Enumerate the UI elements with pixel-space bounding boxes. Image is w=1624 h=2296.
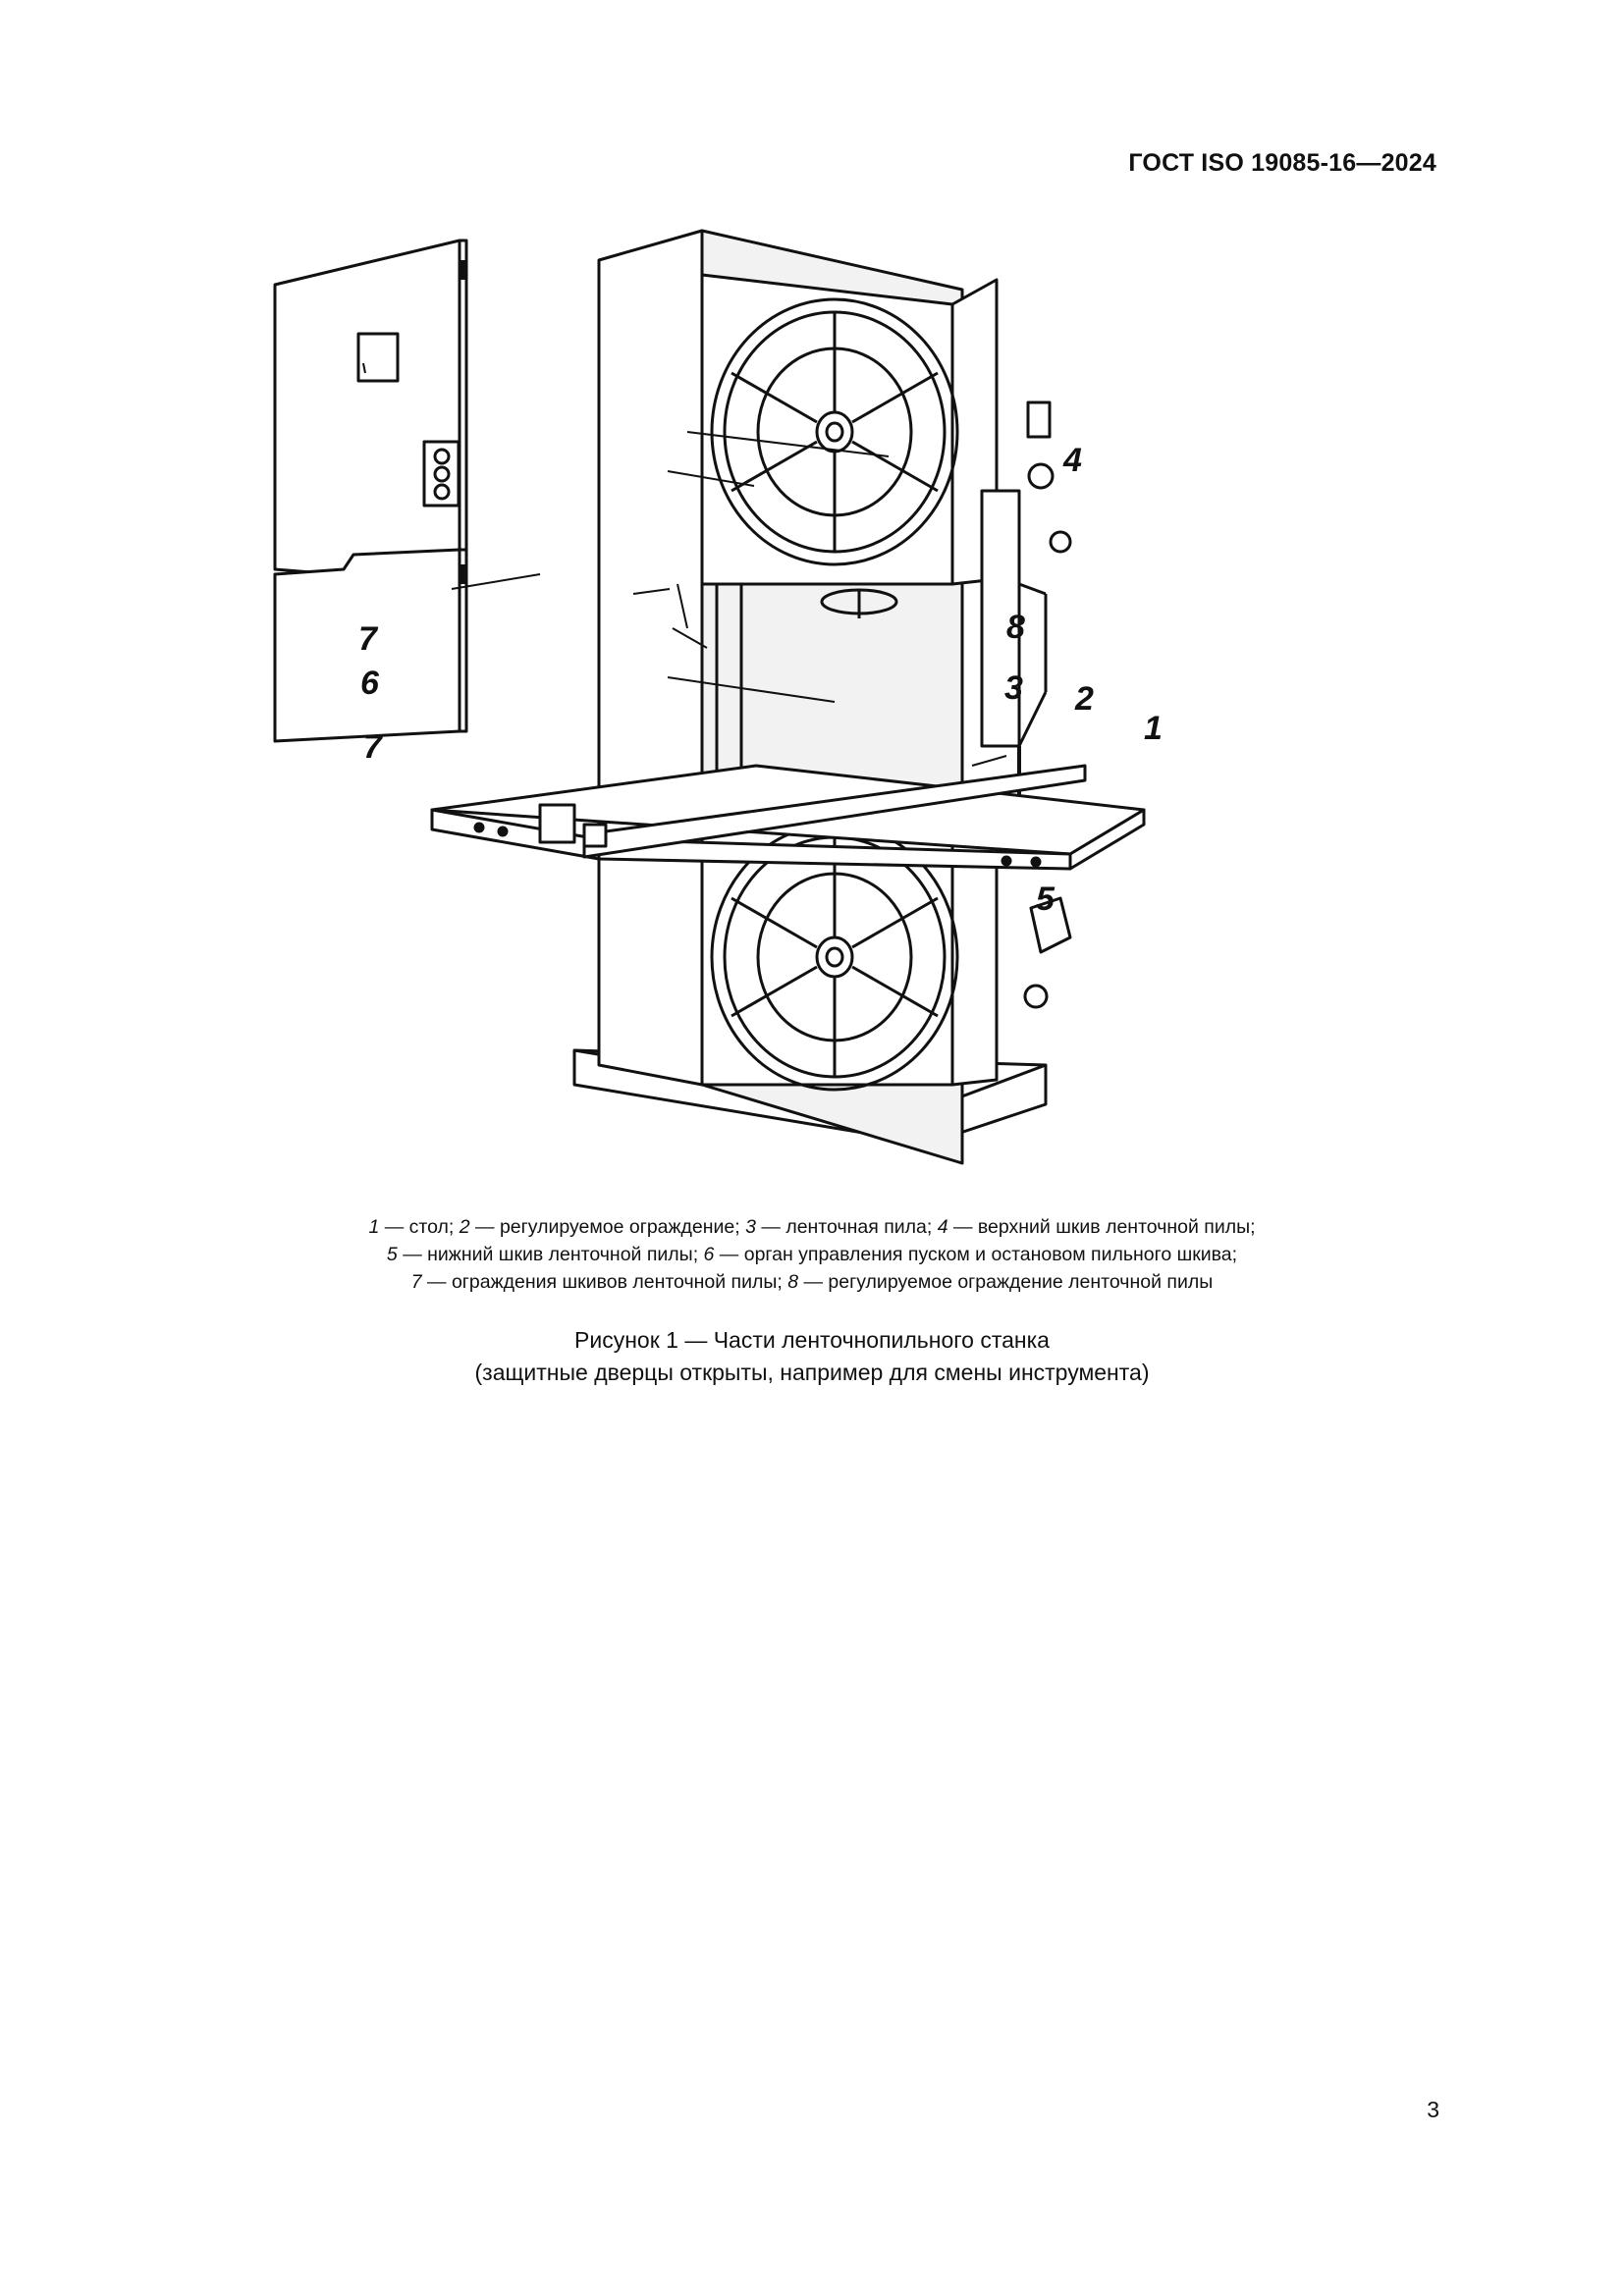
legend-text: — нижний шкив ленточной пилы; xyxy=(397,1244,704,1265)
callout-6: 6 xyxy=(360,665,379,702)
machine-frame-side xyxy=(599,231,702,1085)
figure-legend xyxy=(0,1213,1624,1296)
legend-line xyxy=(0,1213,1624,1241)
legend-text: — стол; xyxy=(379,1216,460,1238)
legend-line xyxy=(0,1241,1624,1268)
legend-text: — орган управления пуском и остановом пильного шкива; xyxy=(714,1244,1238,1265)
legend-text: — регулируемое ограждение ленточной пилы xyxy=(798,1271,1214,1293)
legend-text: — ограждения шкивов ленточной пилы; xyxy=(421,1271,788,1293)
callout-3: 3 xyxy=(1004,669,1023,707)
legend-number: 3 xyxy=(745,1216,756,1238)
bandsaw-drawing xyxy=(358,221,1178,1193)
callout-4: 4 xyxy=(1063,442,1082,479)
legend-number: 1 xyxy=(368,1216,380,1238)
callout-2: 2 xyxy=(1075,680,1094,718)
callout-8: 8 xyxy=(1006,609,1025,646)
callout-7-lower: 7 xyxy=(363,728,382,766)
legend-number: 5 xyxy=(386,1244,398,1265)
side-knob-lower xyxy=(1025,986,1047,1007)
legend-number: 8 xyxy=(787,1271,799,1293)
side-knob-middle xyxy=(1051,532,1070,552)
upper-door-window xyxy=(358,334,398,381)
callout-7-upper: 7 xyxy=(358,620,377,658)
legend-line xyxy=(0,1268,1624,1296)
callout-5: 5 xyxy=(1036,881,1055,918)
caption-title: Рисунок 1 — Части ленточнопильного станка xyxy=(574,1327,1050,1353)
figure-caption xyxy=(0,1324,1624,1389)
bandsaw-figure xyxy=(358,221,1178,1193)
document-header: ГОСТ ISO 19085-16—2024 xyxy=(1128,149,1436,177)
side-knob-upper xyxy=(1029,464,1053,488)
fence-lock xyxy=(540,805,574,842)
side-window xyxy=(1028,402,1050,437)
control-panel xyxy=(424,442,459,506)
legend-number: 4 xyxy=(937,1216,948,1238)
caption-subtitle: (защитные дверцы открыты, например для смены инструмента) xyxy=(474,1360,1150,1385)
legend-number: 7 xyxy=(410,1271,422,1293)
legend-number: 2 xyxy=(459,1216,470,1238)
legend-number: 6 xyxy=(703,1244,715,1265)
page-number: 3 xyxy=(1427,2097,1439,2122)
upper-door xyxy=(275,240,460,584)
legend-text: — регулируемое ограждение; xyxy=(469,1216,746,1238)
legend-text: — верхний шкив ленточной пилы; xyxy=(947,1216,1256,1238)
legend-text: — ленточная пила; xyxy=(755,1216,938,1238)
callout-1: 1 xyxy=(1144,710,1163,747)
